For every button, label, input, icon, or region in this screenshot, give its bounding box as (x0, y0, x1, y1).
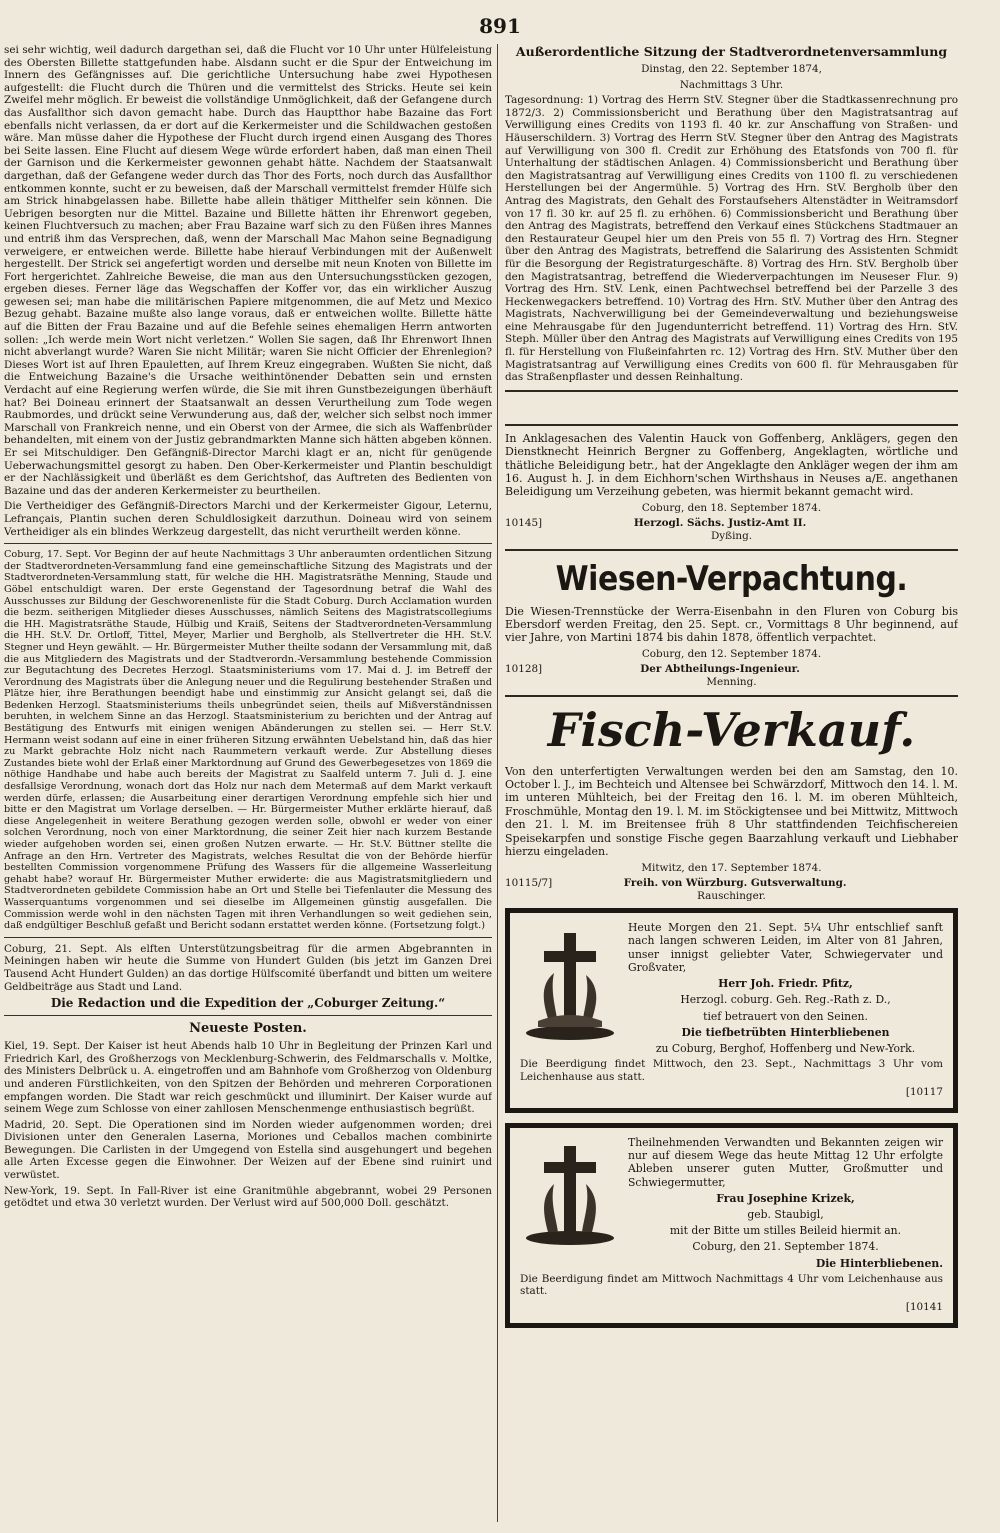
divider (505, 695, 958, 697)
session-date: Dinstag, den 22. September 1874, (641, 63, 822, 75)
news-item-kiel: Kiel, 19. Sept. Der Kaiser ist heut Abends halb 10 Uhr in Begleitung der Prinzen Karl und Friedrich Karl, des Großherzogs von Mecklenburg-Schwerin, des Feldmarschalls v. Moltke, des Ministers Delbrück u. A. eingetroffen und am Bahnhofe vom Großherzog von Oldenburg und anderen Fürstlichkeiten, von den Spitzen der Behörden und mehreren Corporationen empfangen worden. Die Stadt war reich geschmückt und illuminirt. Der Kaiser wurde auf seinem Wege zum Schlosse von einer zahllosen Menschenmenge enthusiastisch begrüßt. (4, 1040, 492, 1116)
column-divider (497, 44, 498, 1522)
wiesen-footer (505, 663, 958, 676)
trial-report-paragraph-1: sei sehr wichtig, weil dadurch dargethan sei, daß die Flucht vor 10 Uhr unter Hülfeleistung des Obersten Billette stattgefunden habe. Alsdann sucht er die Spur der Entweichung im Innern des Gefängnisses auf. Die gerichtliche Untersuchung habe zwei Hypothesen aufgestellt: die Flucht durch die Thüren und die vermittelst des Stricks. Heute sei kein Zweifel mehr möglich. Er beweist die vollständige Unmöglichkeit, daß der Gefangene durch das Ausfallthor sich davon gemacht habe. Durch das Hauptthor habe Bazaine das Fort ebenfalls nicht verlassen, da er dort auf die Kerkermeister und die Schildwachen gestoßen wäre. Man müsse daher die Hypothese der Flucht durch irgend einen Ausgang des Thores bei Seite lassen. Eine Flucht auf diesem Wege würde erfordert haben, daß man einen Theil der Garnison und die Kerkermeister gewonnen gehabt hätte. Nachdem der Staatsanwalt dargethan, daß der Gefangene weder durch das Thor des Forts, noch durch das Ausfallthor entkommen konnte, sucht er zu beweisen, daß der Marschall vermittelst fremder Hülfe sich am Strick hinabgelassen habe. Billette habe allein thätiger Mitthelfer sein können. Die Uebrigen besorgten nur die Mittel. Bazaine und Billette hätten ihr Ehrenwort gegeben, keinen Fluchtversuch zu machen; aber Frau Bazaine warf sich zu den Füßen ihres Mannes und entriß ihm das Versprechen, daß, wenn der Marschall Mac Mahon seine Begnadigung verweigere, er entweichen werde. Billette habe hierauf Verbindungen mit der Außenwelt hergestellt. Der Strick sei angefertigt worden und derselbe mit neun Knoten von Billette im Fort hergerichtet. Zahlreiche Beweise, die man aus den Untersuchungsstücken gezogen, ergeben dieses. Ferner läge das Wegschaffen der Koffer vor, das ein wirklicher Auszug gewesen sei; man habe die militärischen Papiere mitgenommen, die auf Metz und Mexico Bezug gehabt. Bazaine mußte also lange voraus, daß er entweichen wollte. Billette hätte auf die Bitten der Frau Bazaine und auf die Befehle seines ehemaligen Herrn antworten sollen: „Ich werde mein Wort nicht verletzen.“ Wollen Sie sagen, daß Ihr Ehrenwort Ihnen nicht abverlangt wurde? Waren Sie nicht Militär; waren Sie nicht Officier der Ehrenlegion? Dieses Wort ist auf Ihren Epauletten, auf Ihrem Kreuz eingegraben. Wußten Sie nicht, daß die Entweichung Bazaine's die Ursache weithintönender Debatten sein und ernsten Verdacht auf eine Regierung werfen würde, die Sie mit ihren Gunstbezeigungen überhäuft hat? Bei Doineau erinnert der Staatsanwalt an dessen Verurtheilung zum Tode wegen Raubmordes, und drückt seine Verwunderung aus, daß der, welcher sich selbst noch immer Marschall von Frankreich nenne, und ein Oberst von der Armee, die sich als Waffenbrüder behandelten, mit einem von der Justiz gebrandmarkten Manne sich hätten abgeben können. Er sei Mitschuldiger. Den Gefängniß-Director Marchi klagt er an, nicht für genügende Ueberwachungsmittel gesorgt zu haben. Den Ober-Kerkermeister und Plantin beschuldigt er der Nachlässigkeit und überläßt es dem Gerichtshof, das Auftreten des Bedienten von Bazaine und das der anderen Kerkermeister zu beurtheilen. (4, 44, 492, 497)
obituary-krizek-ref: [10141 (905, 1300, 943, 1313)
fisch-name: Rauschinger. (697, 889, 766, 902)
fisch-footer (505, 877, 958, 890)
news-heading: Neueste Posten. (189, 1021, 307, 1037)
grave-cross-icon (520, 1136, 620, 1273)
wiesen-ref: 10128] (505, 663, 543, 676)
court-notice-authority: Herzogl. Sächs. Justiz-Amt II. (633, 517, 807, 530)
obituary-krizek (505, 1123, 958, 1328)
obituary-pfitz-mourn: tief betrauert von den Seinen. (703, 1009, 868, 1023)
obituary-pfitz (505, 908, 958, 1113)
court-notice-text: In Anklagesachen des Valentin Hauck von Goffenberg, Anklägers, gegen den Dienstknecht Heinrich Bergner zu Goffenberg, Angeklagten, wörtliche und thätliche Beleidigung betr., hat der Angeklagte den Ankläger wegen der ihm am 16. August h. J. in dem Eichhorn'schen Wirthshaus in Neuses a/E. angethanen Beleidigung um Verzeihung gebeten, was hiermit bekannt gemacht wird. (505, 431, 958, 499)
session-agenda: Tagesordnung: 1) Vortrag des Herrn StV. Stegner über die Stadtkassenrechnung pro 1872/3. 2) Commissionsbericht und Berathung über den Magistratsantrag auf Verwilligung eines Credits von 1193 fl. 40 kr. zur Anschaffung von Straßen- und Häuserschildern. 3) Vortrag des Herrn StV. Stegner über den Antrag des Magistrats auf Verwilligung von 300 fl. Credit zur Erhöhung des Etatsfonds von 700 fl. für Unterhaltung der städtischen Anlagen. 4) Commissionsbericht und Berathung über den Magistratsantrag auf Verwilligung eines Credits von 1100 fl. zu verschiedenen Herstellungen bei der Angermühle. 5) Vortrag des Hrn. StV. Bergholb über den Antrag des Magistrats, den Gehalt des Forstaufsehers Altenstädter in Weitramsdorf von 17 fl. 30 kr. auf 25 fl. zu erhöhen. 6) Commissionsbericht und Berathung über den Antrag des Magistrats, betreffend den Verkauf eines Stückchens Stadtmauer an den Restaurateur Geupel hier um den Preis von 55 fl. 7) Vortrag des Hrn. Stegner über den Antrag des Magistrats, betreffend die Salarirung des Assistenten Schmidt für die Besorgung der Registraturgeschäfte. 8) Vortrag des Hrn. StV. Bergholb über den Magistratsantrag, betreffend die Wiederverpachtungen im Neuseser Flur. 9) Vortrag des Hrn. StV. Lenk, einen Pachtwechsel betreffend bei der Parzelle 3 des Heckenwegackers betreffend. 10) Vortrag des Hrn. StV. Muther über den Antrag des Magistrats, Nachverwilligung bei der Gemeindeverwaltung und beziehungsweise eine Mehrausgabe für den Jugendunterricht betreffend. 11) Vortrag des Hrn. StV. Steph. Müller über den Antrag des Magistrats auf Verwilligung eines Credits von 195 fl. für Herstellung von Flußeinfahrten rc. 12) Vortrag des Hrn. StV. Muther über den Magistratsantrag auf Verwilligung eines Credits von 600 fl. für Mehrausgaben für das Straßenpflaster und dessen Reinhaltung. (505, 94, 958, 384)
obituary-pfitz-name: Herr Joh. Friedr. Pfitz, (718, 977, 853, 991)
obituary-pfitz-signature: Die tiefbetrübten Hinterbliebenen (681, 1025, 890, 1039)
fisch-text: Von den unterfertigten Verwaltungen werden bei den am Samstag, den 10. October l. J., im Bechteich und Altensee bei Schwärzdorf, Mittwoch den 14. l. M. im unteren Mühlteich, bei der Freitag den 16. l. M. im oberen Mühlteich, Froschmühle, Montag den 19. l. M. im Stöckigtensee und bei Mittwitz, Mittwoch den 21. l. M. im Breitensee früh 8 Uhr stattfindenden Teichfischereien Speisekarpfen und sonstige Fische gegen Baarzahlung verkauft und Liebhaber hierzu eingeladen. (505, 764, 958, 859)
obituary-pfitz-ref: [10117 (905, 1086, 943, 1099)
news-item-new-york: New-York, 19. Sept. In Fall-River ist eine Granitmühle abgebrannt, wobei 29 Personen getödtet und etwa 30 verletzt wurden. Der Verlust wird auf 500,000 Doll. geschätzt. (4, 1184, 492, 1210)
divider (4, 543, 492, 544)
coburg-21-notice: Coburg, 21. Sept. Als elften Unterstützungsbeitrag für die armen Abgebrannten in Meiningen haben wir heute die Summe von Hundert Gulden (bis jetzt im Ganzen Drei Tausend Acht Hundert Gulden) an das dortige Hülfscomité überfandt und bitten um weitere Geldbeiträge aus Stadt und Land. (4, 942, 492, 993)
fisch-ref: 10115/7] (505, 877, 553, 890)
obituary-krizek-born: geb. Staubigl, (747, 1207, 824, 1221)
wiesen-date: Coburg, den 12. September 1874. (641, 647, 822, 660)
trial-report-paragraph-2: Die Vertheidiger des Gefängniß-Directors Marchi und der Kerkermeister Gigour, Leternu, Lefrançais, Plantin suchen deren Schuldlosigkeit darzuthun. Doineau wird von seinem Vertheidiger als ein blindes Werkzeug dargestellt, das nicht verurtheilt werden könne. (4, 500, 492, 538)
coburg-17-report: Coburg, 17. Sept. Vor Beginn der auf heute Nachmittags 3 Uhr anberaumten ordentlichen Sitzung der Stadtverordneten-Versammlung fand eine gemeinschaftliche Sitzung des Magistrats und der Stadtverordneten-Versammlung statt, für welche die HH. Magistratsräthe Menning, Staude und Göbel entschuldigt waren. Der erste Gegenstand der Tagesordnung betraf die Wahl des Ausschusses zur Bildung der Geschworenenliste für die Stadt Coburg. Durch Acclamation wurden die bezm. seitherigen Mitglieder dieses Ausschusses, nämlich Seitens des Magistratscollegiums die HH. Magistratsräthe Staude, Hülbig und Kraiß, Seitens der Stadtverordneten-Versammlung die HH. St.V. Dr. Ortloff, Tittel, Meyer, Marlier und Bergholb, als Stellvertreter die HH. St.V. Stegner und Heyn gewählt. — Hr. Bürgermeister Muther theilte sodann der Versammlung mit, daß die aus Mitgliedern des Magistrats und der Stadtverordn.-Versammlung bestehende Commission zur Begutachtung des Decretes Herzogl. Staatsministeriums vom 17. Mai d. J. im Betreff der Verordnung des Magistrats über die Anlegung neuer und die Regulirung bestehender Straßen und Plätze hier, ihre Berathungen beendigt habe und einstimmig zur Ansicht gelangt sei, daß die Bedenken Herzogl. Staatsministeriums theils unbegründet seien, theils auf Mißverständnissen beruhten, in welchem Sinne an das Herzogl. Staatsministerium zu berichten und der Antrag auf Bestätigung des Entwurfs mit einigen wenigen Abänderungen zu stellen sei. — Herr St.V. Hermann weist sodann auf eine in einer früheren Sitzung erwähnten Uebelstand hin, daß das hier zu Markt gebrachte Holz nicht nach Raummetern verkauft werde. Zur Abstellung dieses Zustandes biete wohl der Erlaß einer Marktordnung auf Grund des Gewerbegesetzes von 1869 die nöthige Handhabe und habe auch bereits der Magistrat zu Saalfeld unterm 7. Juli d. J. eine desfallsige Verordnung, wonach dort das Holz nur nach dem Metermaß auf dem Markt verkauft werden dürfe, erlassen; die Ausarbeitung einer derartigen Verordnung empfehle sich hier und bitte er den Magistrat um Vorlage derselben. — Hr. Bürgermeister Muther erklärte hierauf, daß diese Angelegenheit in weitere Berathung gezogen werden solle, obwohl er weder von einer solchen Verordnung, noch von einer Marktordnung, die seiner Zeit hier nach kurzem Bestande wieder aufgehoben worden sei, einen großen Nutzen erwarte. — Hr. St.V. Büttner stellte die Anfrage an den Hrn. Vertreter des Magistrats, welches Resultat die von der Behörde hierfür bestellten Commission vorgenommene Prüfung des Wassers für die allgemeine Wasserleitung gehabt habe? worauf Hr. Bürgermeister Muther erwiderte: die aus Magistratsmitgliedern und Stadtverordneten gebildete Commission habe an Ort und Stelle bei Tiefenlauter die Messung des Wasserquantums vorgenommen und sei dieselbe im Allgemeinen günstig ausgefallen. Die Commission werde wohl in den nächsten Tagen mit ihren Verhandlungen so weit gediehen sein, daß endgültiger Beschluß gefaßt und Bericht sodann erstattet werden könne. (Fortsetzung folgt.) (4, 549, 492, 932)
fisch-authority: Freih. von Würzburg. Gutsverwaltung. (623, 877, 847, 890)
obituary-krizek-name: Frau Josephine Krizek, (716, 1191, 855, 1205)
court-notice-name: Dyßing. (710, 530, 753, 543)
wiesen-name: Menning. (706, 676, 757, 689)
divider (4, 1015, 492, 1016)
obituary-krizek-text: Theilnehmenden Verwandten und Bekannten zeigen wir nur auf diesem Wege das heute Mittag 12 Uhr erfolgte Ableben unserer guten Mutter, Großmutter und Schwiegermutter, (628, 1135, 943, 1189)
obituary-krizek-funeral: Die Beerdigung findet am Mittwoch Nachmittags 4 Uhr vom Leichenhause aus statt. (520, 1272, 943, 1298)
divider (505, 424, 958, 426)
obituary-pfitz-funeral: Die Beerdigung findet Mittwoch, den 23. Sept., Nachmittags 3 Uhr vom Leichenhause aus statt. (520, 1058, 943, 1083)
obituary-pfitz-text: Heute Morgen den 21. Sept. 5¼ Uhr entschlief sanft nach langen schweren Leiden, im Alter von 81 Jahren, unser innigst geliebter Vater, Schwiegervater und Großvater, (628, 921, 943, 974)
divider (4, 937, 492, 938)
wiesen-heading: Wiesen-Verpachtung. (555, 558, 908, 599)
divider (505, 549, 958, 551)
obituary-pfitz-places: zu Coburg, Berghof, Hoffenberg und New-York. (655, 1041, 916, 1055)
obituary-krizek-signature: Die Hinterbliebenen. (815, 1256, 943, 1270)
fisch-heading: Fisch-Verkauf. (547, 702, 916, 757)
court-notice-footer (505, 517, 958, 530)
wiesen-text: Die Wiesen-Trennstücke der Werra-Eisenbahn in den Fluren von Coburg bis Ebersdorf werden Freitag, den 25. Sept. cr., Vormittags 8 Uhr beginnend, auf vier Jahre, von Martini 1874 bis dahin 1878, öffentlich verpachtet. (505, 604, 958, 645)
divider (505, 390, 958, 392)
court-notice-date: Coburg, den 18. September 1874. (641, 501, 822, 514)
news-item-madrid: Madrid, 20. Sept. Die Operationen sind im Norden wieder aufgenommen worden; drei Divisionen unter den Generalen Laserna, Moriones und Ceballos machen combinirte Bewegungen. Die Carlisten in der Umgegend von Estella sind ausgehungert und begehen alle Arten Excesse gegen die Einwohner. Der Weizen auf der Ebene sind ruinirt und verwüstet. (4, 1118, 492, 1182)
right-column (505, 44, 958, 1523)
page-number: 891 (479, 14, 521, 38)
court-notice-ref: 10145] (505, 517, 543, 530)
coburg-21-signature: Die Redaction und die Expedition der „Coburger Zeitung.“ (50, 996, 446, 1011)
session-title: Außerordentliche Sitzung der Stadtverordnetenversammlung (515, 44, 948, 59)
obituary-krizek-date: Coburg, den 21. September 1874. (692, 1240, 879, 1254)
grave-cross-icon (520, 921, 620, 1058)
wiesen-authority: Der Abtheilungs-Ingenieur. (640, 663, 800, 676)
fisch-date: Mitwitz, den 17. September 1874. (641, 861, 822, 874)
obituary-pfitz-title: Herzogl. coburg. Geh. Reg.-Rath z. D., (680, 993, 891, 1007)
obituary-krizek-request: mit der Bitte um stilles Beileid hiermit an. (669, 1224, 902, 1238)
left-column (4, 44, 492, 1523)
session-time: Nachmittags 3 Uhr. (679, 78, 784, 91)
